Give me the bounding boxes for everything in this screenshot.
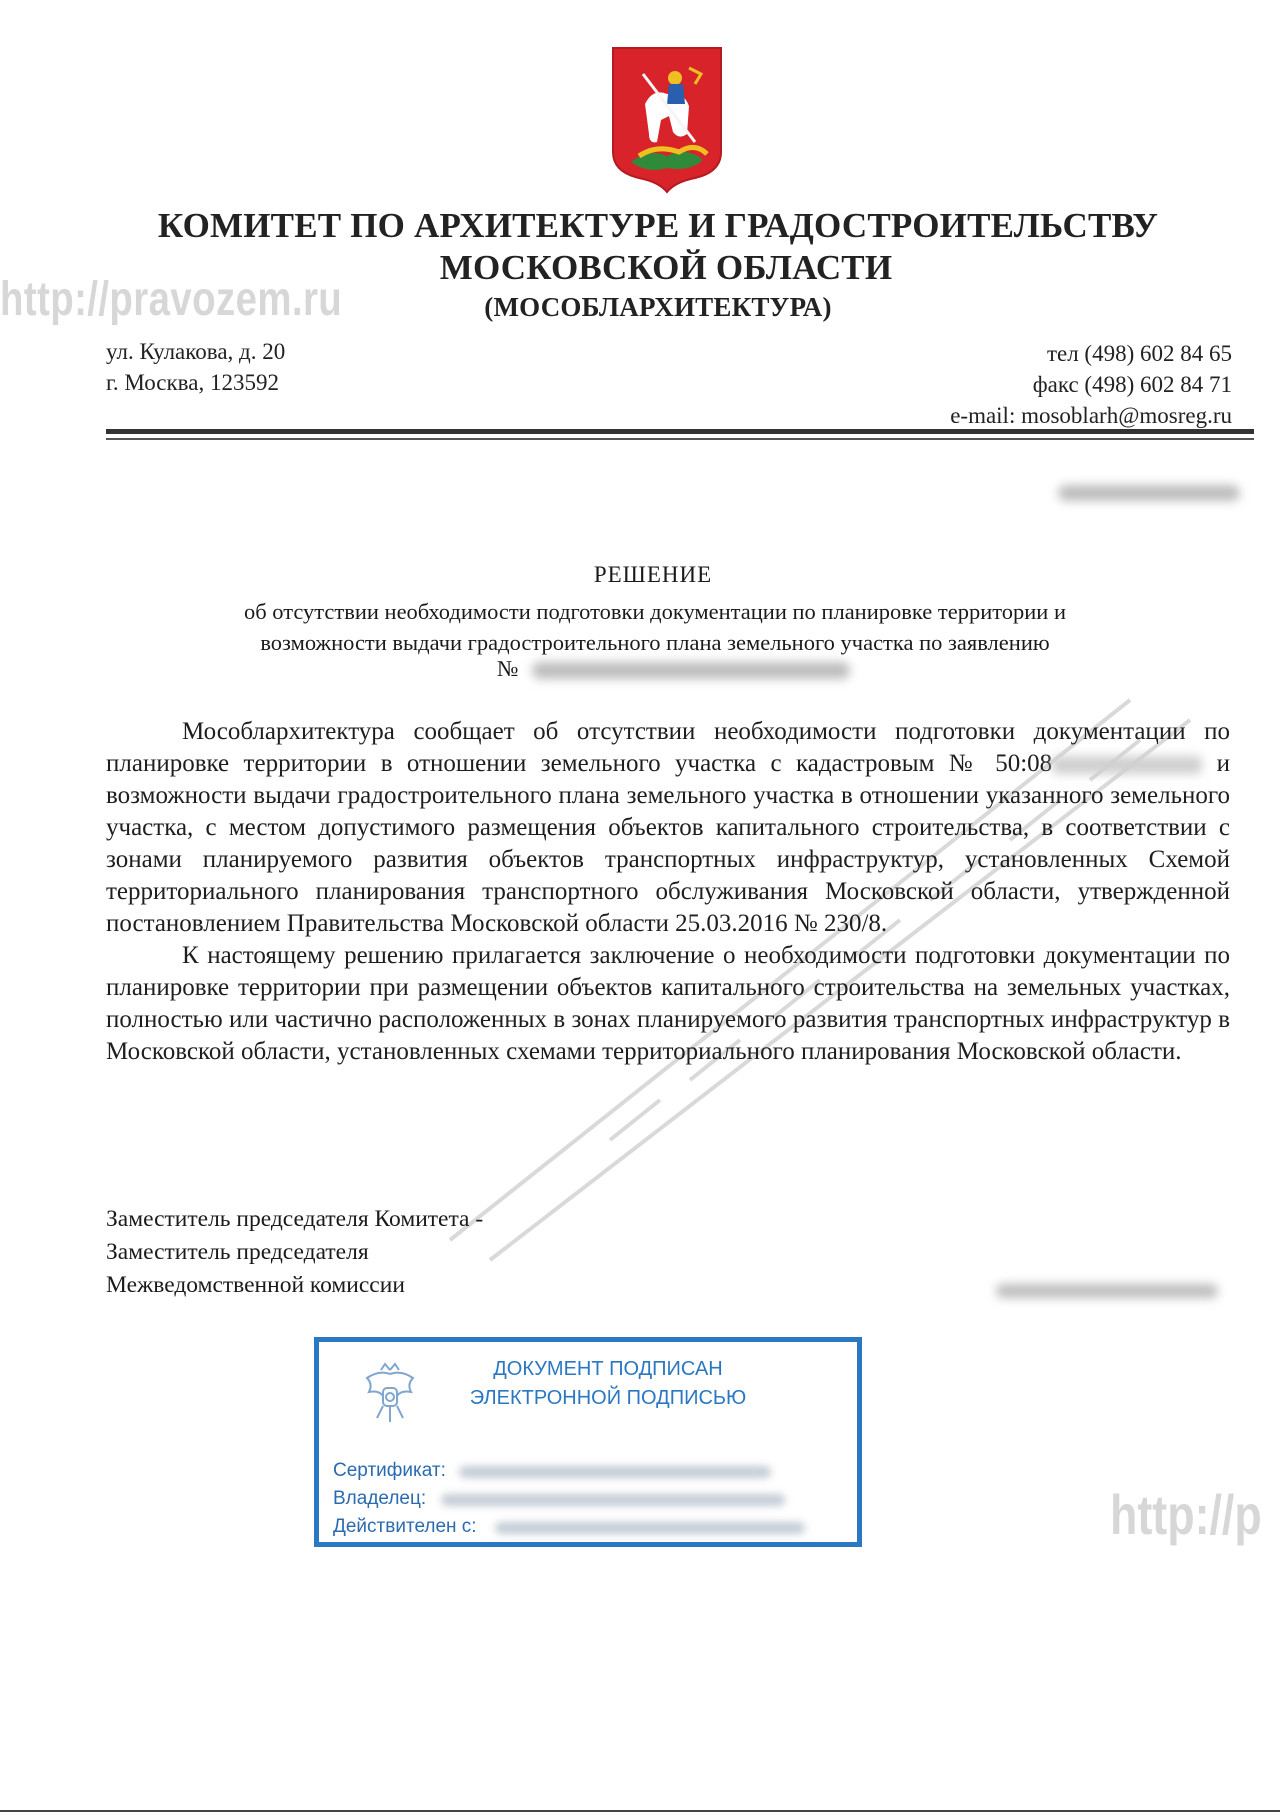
redacted-certificate xyxy=(459,1466,771,1478)
org-title-abbrev: (МОСОБЛАРХИТЕКТУРА) xyxy=(484,292,832,322)
address-street: ул. Кулакова, д. 20 xyxy=(106,339,286,364)
redacted-owner xyxy=(441,1494,785,1506)
signer-position-line3: Межведомственной комиссии xyxy=(106,1272,405,1298)
signer-position-line1: Заместитель председателя Комитета - xyxy=(106,1206,484,1232)
contact-phone: тел (498) 602 84 65 xyxy=(1046,341,1232,366)
stamp-certificate-label: Сертификат: xyxy=(333,1460,446,1481)
body-paragraph-2: К настоящему решению прилагается заключение о необходимости подготовки документации по планировке территории при размещении объектов капитального строительства на земельных участках, полностью или частично расположенных в зонах планируемого развития транспортных инфраструктур в Московской области, установленных схемами территориального планирования Московской области. xyxy=(106,942,1230,1065)
body-paragraph-1-end: и возможности выдачи градостроительного плана земельного участка в отношении указанного земельного участка, с местом допустимого размещения объектов капитального строительства, в соответствии с зонами планируемого развития объектов транспортных инфраструктур, установленных Схемой территориального планирования транспортного обслуживания Московской области, утвержденной постановлением Правительства Московской области 25.03.2016 № 230/8. xyxy=(106,750,1230,937)
body-paragraph-1-start: Мособлархитектура сообщает об отсутствии необходимости подготовки документации по планировке территории в отношении земельного участка с кадастровым № 50:08 xyxy=(106,718,1230,777)
org-title-line2: МОСКОВСКОЙ ОБЛАСТИ xyxy=(439,248,893,287)
page-bottom-edge xyxy=(0,1810,1280,1812)
header-divider-thin xyxy=(106,438,1254,440)
address-block xyxy=(106,336,285,398)
coat-of-arms-icon xyxy=(609,44,725,194)
contact-email: e-mail: mosoblarh@mosreg.ru xyxy=(950,403,1232,428)
decision-title: РЕШЕНИЕ xyxy=(593,562,713,587)
redacted-signer-name xyxy=(996,1284,1218,1298)
redacted-registration-number xyxy=(1058,485,1240,501)
signer-position-line2: Заместитель председателя xyxy=(106,1239,369,1265)
decision-subtitle-line1: об отсутствии необходимости подготовки документации по планировке территории и xyxy=(243,599,1067,624)
watermark-url-bottom: http://p xyxy=(1110,1483,1262,1546)
redacted-application-number xyxy=(532,662,850,679)
stamp-title-line1: ДОКУМЕНТ ПОДПИСАН xyxy=(493,1358,723,1380)
decision-subtitle xyxy=(150,596,1160,658)
contacts-block xyxy=(820,338,1232,431)
decision-subtitle-line2: возможности выдачи градостроительного плана земельного участка по заявлению xyxy=(260,630,1050,655)
redacted-cadastral-number xyxy=(1052,756,1202,774)
decision-number-prefix: № xyxy=(497,656,519,681)
stamp-owner-label: Владелец: xyxy=(333,1488,427,1509)
stamp-title-line2: ЭЛЕКТРОННОЙ ПОДПИСЬЮ xyxy=(469,1387,747,1409)
address-city: г. Москва, 123592 xyxy=(106,370,279,395)
stamp-valid-from-label: Действителен с: xyxy=(333,1516,477,1537)
body-paragraph-1 xyxy=(106,716,1230,940)
org-title-line1: КОМИТЕТ ПО АРХИТЕКТУРЕ И ГРАДОСТРОИТЕЛЬСТВУ xyxy=(157,206,1159,245)
electronic-signature-stamp xyxy=(314,1337,862,1547)
decision-body xyxy=(106,716,1230,1068)
signer-block xyxy=(106,1203,483,1302)
redacted-valid-dates xyxy=(495,1522,805,1534)
header-divider-thick xyxy=(106,429,1254,434)
contact-fax: факс (498) 602 84 71 xyxy=(1032,372,1232,397)
watermark-url-top: http://pravozem.ru xyxy=(0,273,343,326)
